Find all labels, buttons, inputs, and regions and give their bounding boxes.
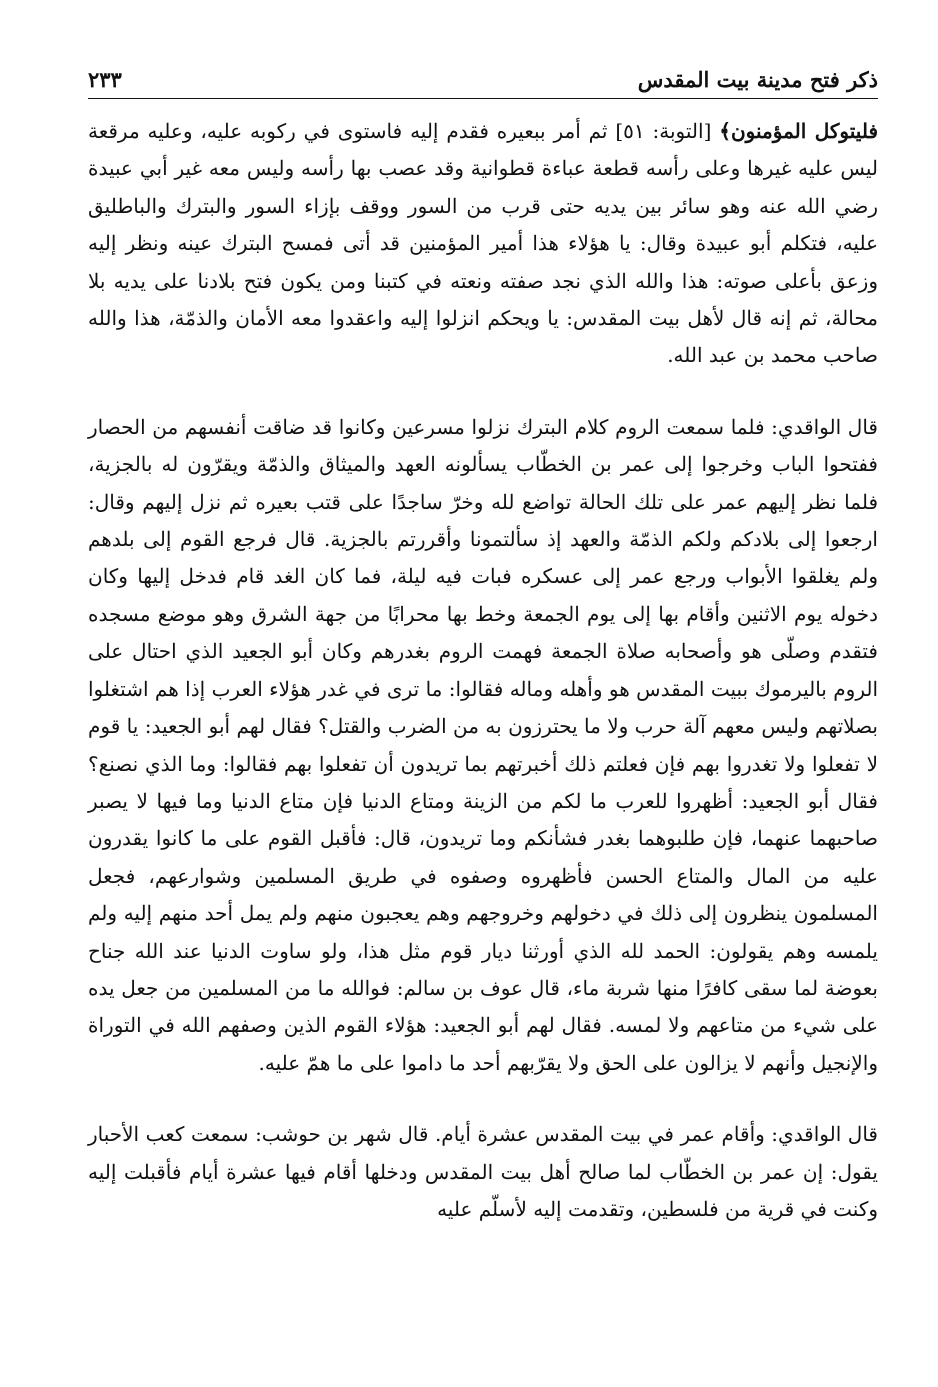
running-title: ذكر فتح مدينة بيت المقدس <box>637 67 878 92</box>
book-page <box>88 58 878 1358</box>
quran-verse-fragment: فليتوكل المؤمنون﴾ <box>719 119 879 143</box>
body-text <box>88 113 878 1228</box>
paragraph-2: قال الواقدي: فلما سمعت الروم كلام البترك نزلوا مسرعين وكانوا قد ضاقت أنفسهم من الحصار ففتحوا الباب وخرجوا إلى عمر بن الخطّاب يسألونه العهد والميثاق والذمّة ويقرّون له بالجزية، فلما نظر إليهم عمر على تلك الحالة تواضع لله وخرّ ساجدًا على قتب بعيره ثم نزل إليهم وقال: ارجعوا إلى بلادكم ولكم الذمّة والعهد إذ سألتمونا وأقررتم بالجزية. قال فرجع القوم إلى بلدهم ولم يغلقوا الأبواب ورجع عمر إلى عسكره فبات فيه ليلة، فما كان الغد قام فدخل إليها وكان دخوله يوم الاثنين وأقام بها إلى يوم الجمعة وخط بها محرابًا من جهة الشرق وهو موضع مسجده فتقدم وصلّى هو وأصحابه صلاة الجمعة فهمت الروم بغدرهم وكان أبو الجعيد الذي احتال على الروم باليرموك ببيت المقدس هو وأهله وماله فقالوا: ما ترى في غدر هؤلاء العرب إذا هم اشتغلوا بصلاتهم وليس معهم آلة حرب ولا ما يحترزون به من الضرب والقتل؟ فقال لهم أبو الجعيد: يا قوم لا تفعلوا ولا تغدروا بهم فإن فعلتم ذلك أخبرتهم بما تريدون أن تفعلوا بهم فقالوا: وما الذي نصنع؟ فقال أبو الجعيد: أظهروا للعرب ما لكم من الزينة ومتاع الدنيا فإن متاع الدنيا وما فيها لا يصبر صاحبهما عنهما، فإن طلبوهما بغدر فشأنكم وما تريدون، قال: فأقبل القوم على ما كانوا يقدرون عليه من المال والمتاع الحسن فأظهروه وصفوه في طريق المسلمين وشوارعهم، فجعل المسلمون ينظرون إلى ذلك في دخولهم وخروجهم وهم يعجبون منهم ولم يمل أحد منهم إليه ولم يلمسه وهم يقولون: الحمد لله الذي أورثنا ديار قوم مثل هذا، ولو ساوت الدنيا عند الله جناح بعوضة لما سقى كافرًا منها شربة ماء، قال عوف بن سالم: فوالله ما من المسلمين من جعل يده على شيء من متاعهم ولا لمسه. فقال لهم أبو الجعيد: هؤلاء القوم الذين وصفهم الله في التوراة والإنجيل وأنهم لا يزالون على الحق ولا يقرّبهم أحد ما داموا على ما همّ عليه. <box>88 414 879 1075</box>
page-header <box>88 58 878 99</box>
page-number: ٢٣٣ <box>88 67 122 92</box>
paragraph-3: قال الواقدي: وأقام عمر في بيت المقدس عشرة أيام. قال شهر بن حوشب: سمعت كعب الأحبار يقول: إن عمر بن الخطّاب لما صالح أهل بيت المقدس ودخلها أقام فيها عشرة أيام فأقبلت إليه وكنت في قرية من فلسطين، وتقدمت إليه لأسلّم عليه <box>88 1122 878 1221</box>
paragraph-1 <box>88 113 878 375</box>
paragraph-1-text: [التوبة: ٥١] ثم أمر ببعيره فقدم إليه فاستوى في ركوبه عليه، وعليه مرقعة ليس عليه غيرها وعلى رأسه قطعة عباءة قطوانية وقد عصب بها رأسه وليس معه غير أبي عبيدة رضي الله عنه وهو سائر بين يديه حتى قرب من السور ووقف بإزاء السور والبترك والباطليق عليه، فتكلم أبو عبيدة وقال: يا هؤلاء هذا أمير المؤمنين قد أتى فمسح البترك عينه ونظر إليه وزعق بأعلى صوته: هذا والله الذي نجد صفته ونعته في كتبنا ومن يكون فتح بلادنا على يديه بلا محالة، ثم إنه قال لأهل بيت المقدس: يا ويحكم انزلوا إليه واعقدوا معه الأمان والذمّة، هذا والله صاحب محمد بن عبد الله. <box>88 119 878 368</box>
